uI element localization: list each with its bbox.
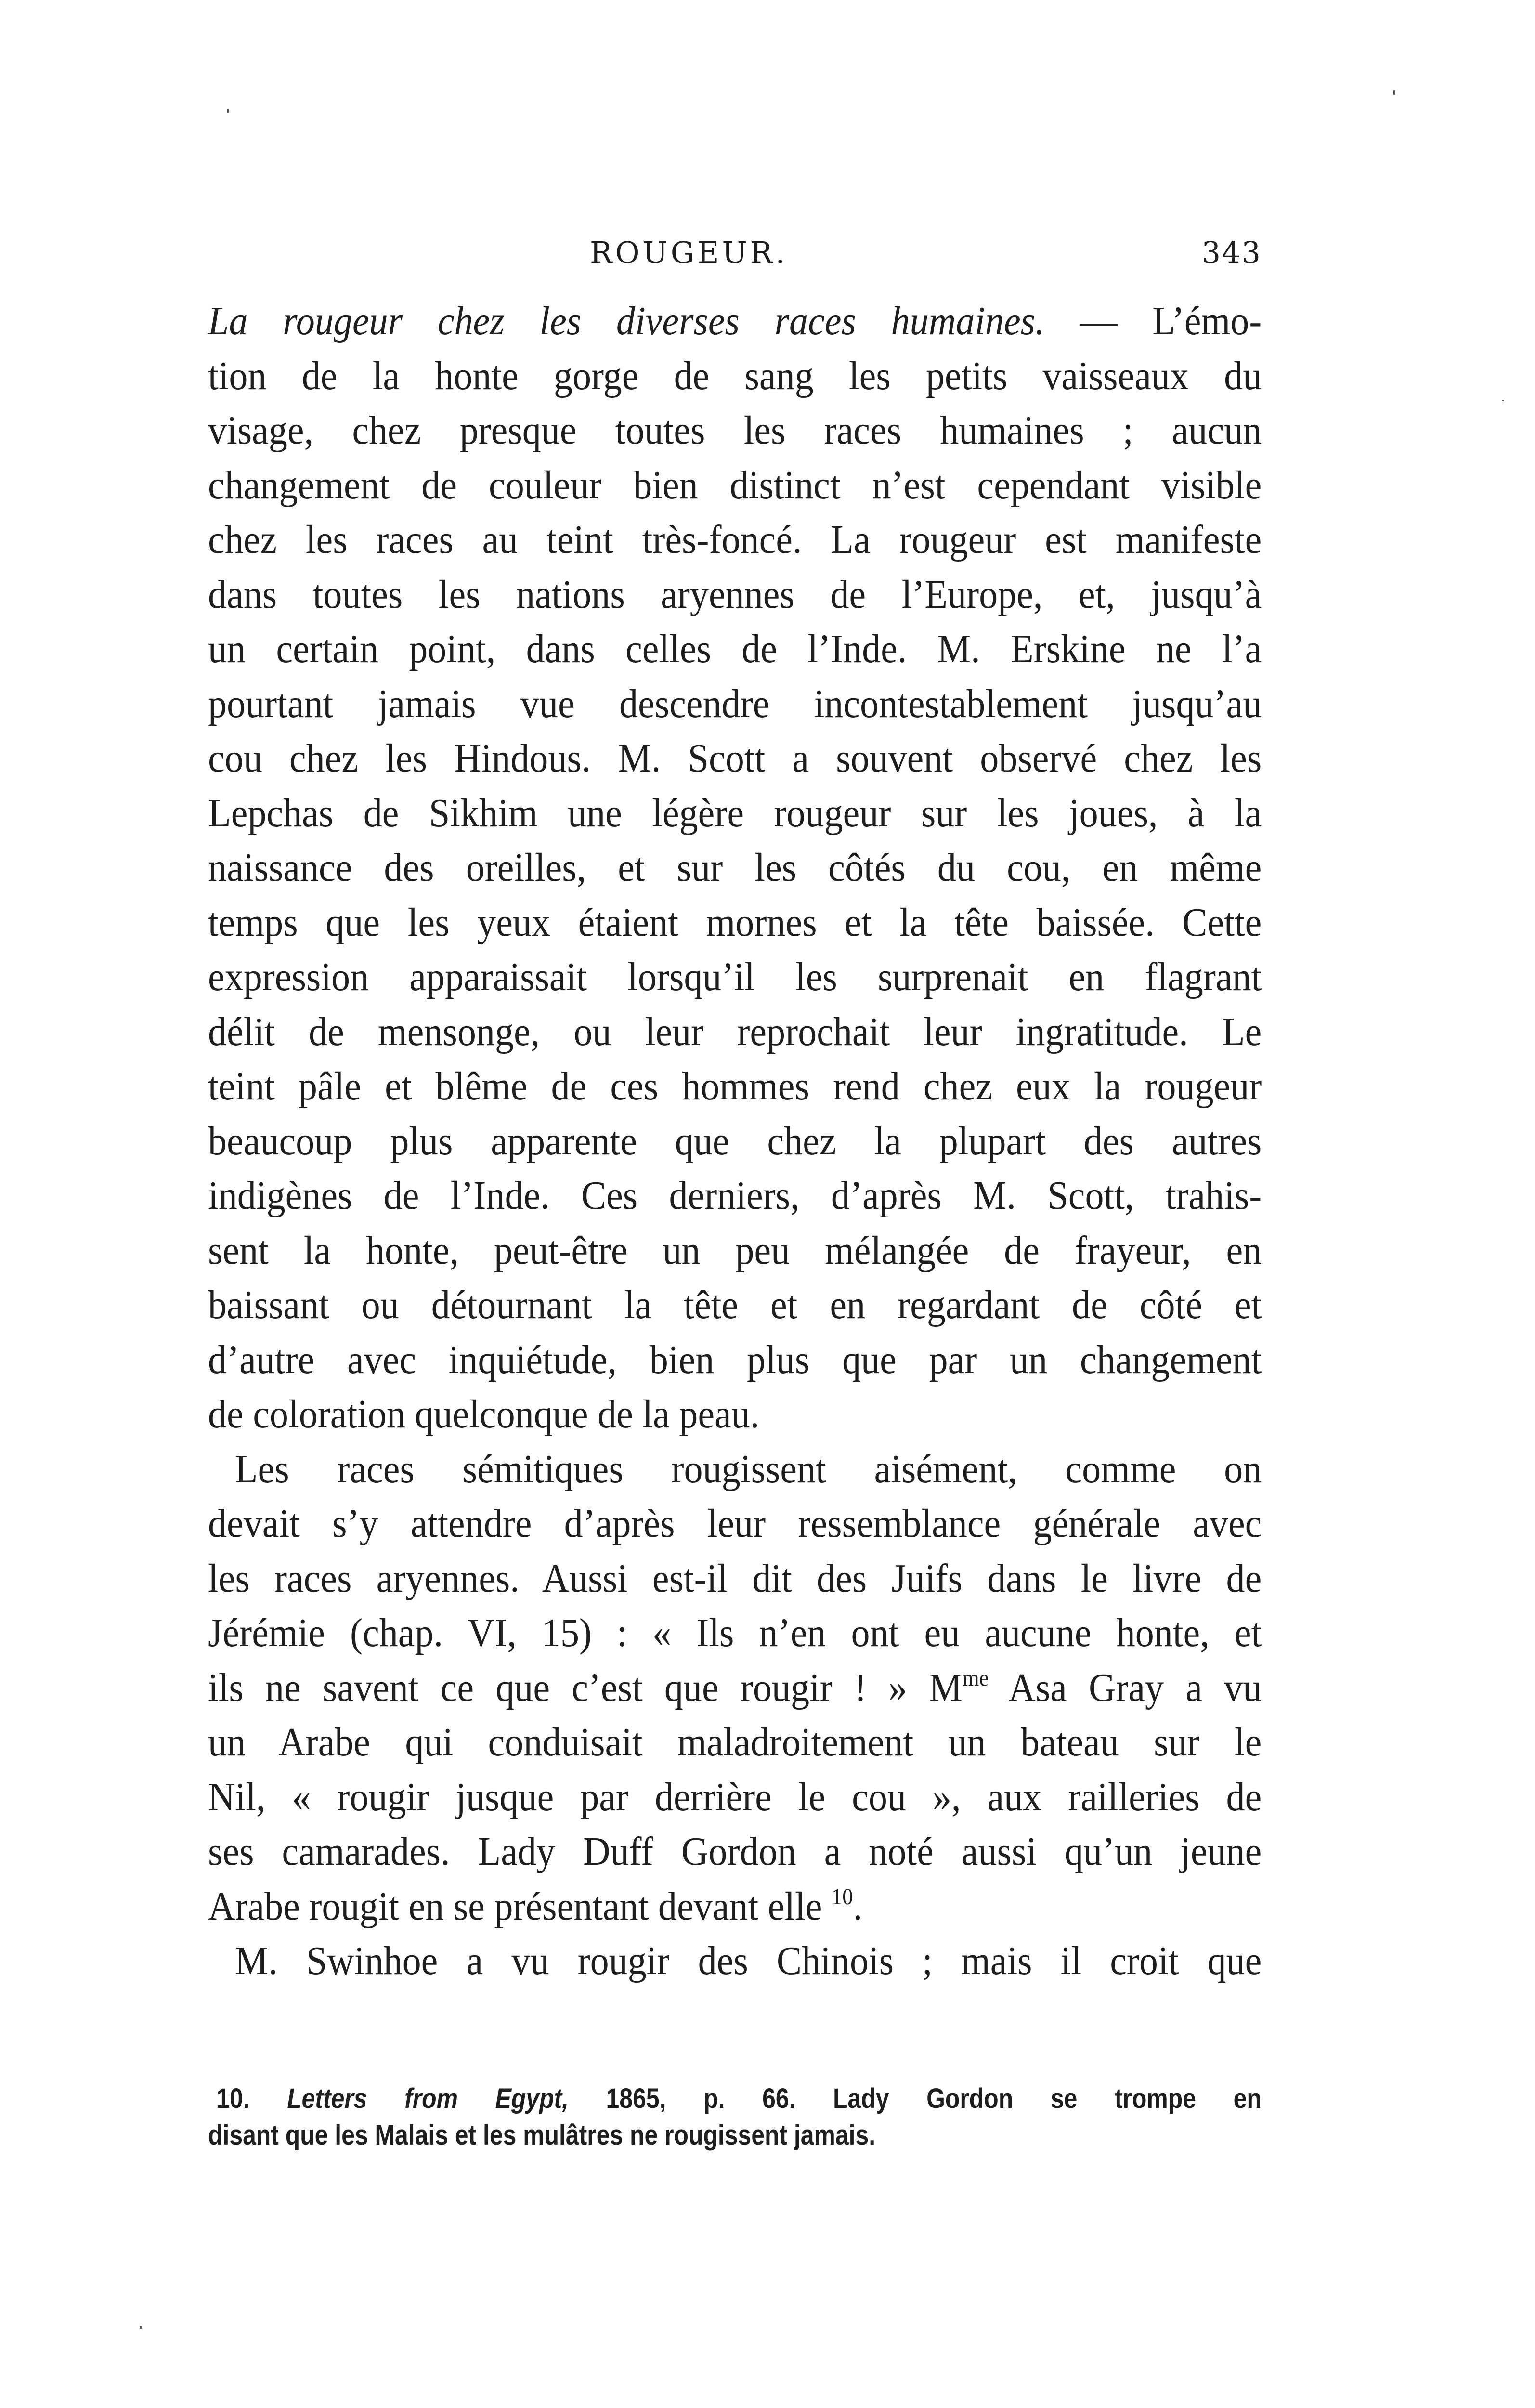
scan-speck: [227, 109, 229, 113]
text-line: devait s’y attendre d’après leur ressemblance générale avec: [208, 1501, 1262, 1546]
text-line: beaucoup plus apparente que chez la plupart des autres: [208, 1118, 1262, 1164]
paragraph-start-line: M. Swinhoe a vu rougir des Chinois ; mais il croit que: [234, 1938, 1262, 1983]
text-line: Lepchas de Sikhim une légère rougeur sur les joues, à la: [208, 790, 1262, 836]
text-line: expression apparaissait lorsqu’il les surprenait en flagrant: [208, 955, 1262, 999]
footnote-citation-title: Letters from Egypt,: [287, 2083, 569, 2114]
text-line: d’autre avec inquiétude, bien plus que par un changement: [208, 1337, 1262, 1382]
footnote-line: disant que les Malais et les mulâtres ne rougissent jamais.: [208, 2120, 876, 2151]
text-line: La rougeur chez les diverses races humaines. — L’émo-: [208, 299, 1262, 343]
section-heading: La rougeur chez les diverses races humaines.: [208, 299, 1045, 343]
text-line: naissance des oreilles, et sur les côtés du cou, en même: [208, 845, 1262, 890]
text-line: ils ne savent ce que c’est que rougir ! » $M^{me}$ Asa Gray a vu: [208, 1665, 1262, 1710]
text-line: Arabe rougit en se présentant devant elle $^{10}$.: [208, 1884, 863, 1929]
running-head: [207, 235, 1262, 274]
text-line: délit de mensonge, ou leur reprochait leur ingratitude. Le: [208, 1009, 1262, 1054]
text-line: de coloration quelconque de la peau.: [208, 1392, 760, 1437]
text-line: Nil, « rougir jusque par derrière le cou », aux railleries de: [208, 1774, 1262, 1819]
page-number: 343: [1201, 235, 1262, 270]
text-line: sent la honte, peut-être un peu mélangée de frayeur, en: [208, 1228, 1262, 1273]
scan-speck: [1502, 400, 1504, 401]
running-title: ROUGEUR.: [590, 235, 788, 270]
text-line: visage, chez presque toutes les races humaines ; aucun: [208, 408, 1262, 453]
superscript: me: [962, 1665, 989, 1691]
body-text: [208, 294, 1262, 1989]
footnote-reference: 10: [831, 1884, 853, 1910]
footnote-number: 10.: [216, 2083, 250, 2114]
text-line: teint pâle et blême de ces hommes rend chez eux la rougeur: [208, 1064, 1262, 1109]
text-line: pourtant jamais vue descendre incontestablement jusqu’au: [208, 681, 1262, 726]
text-line: baissant ou détournant la tête et en regardant de côté et: [208, 1283, 1262, 1327]
text-line: ses camarades. Lady Duff Gordon a noté aussi qu’un jeune: [208, 1829, 1262, 1874]
text-line: un certain point, dans celles de l’Inde. M. Erskine ne l’a: [208, 627, 1262, 671]
text-line: chez les races au teint très-foncé. La rougeur est manifeste: [208, 517, 1262, 562]
scan-speck: [140, 2326, 142, 2329]
scan-speck: [1393, 90, 1395, 95]
text-line: temps que les yeux étaient mornes et la tête baissée. Cette: [208, 900, 1262, 945]
paragraph-start-line: Les races sémitiques rougissent aisément, comme on: [234, 1446, 1262, 1492]
text-line: changement de couleur bien distinct n’est cependant visible: [208, 462, 1262, 508]
footnote-line: 10. Letters from Egypt, 1865, p. 66. Lady Gordon se trompe en: [216, 2083, 1262, 2114]
text-line: indigènes de l’Inde. Ces derniers, d’après M. Scott, trahis-: [208, 1173, 1262, 1218]
text-line: dans toutes les nations aryennes de l’Europe, et, jusqu’à: [208, 572, 1262, 617]
footnotes: [208, 2081, 1262, 2154]
text-line: cou chez les Hindous. M. Scott a souvent observé chez les: [208, 736, 1262, 781]
text-line: tion de la honte gorge de sang les petits vaisseaux du: [208, 353, 1262, 398]
text-line: Jérémie (chap. VI, 15) : « Ils n’en ont eu aucune honte, et: [208, 1610, 1262, 1655]
text-line: les races aryennes. Aussi est-il dit des Juifs dans le livre de: [208, 1556, 1262, 1601]
text-line: un Arabe qui conduisait maladroitement un bateau sur le: [208, 1720, 1262, 1765]
